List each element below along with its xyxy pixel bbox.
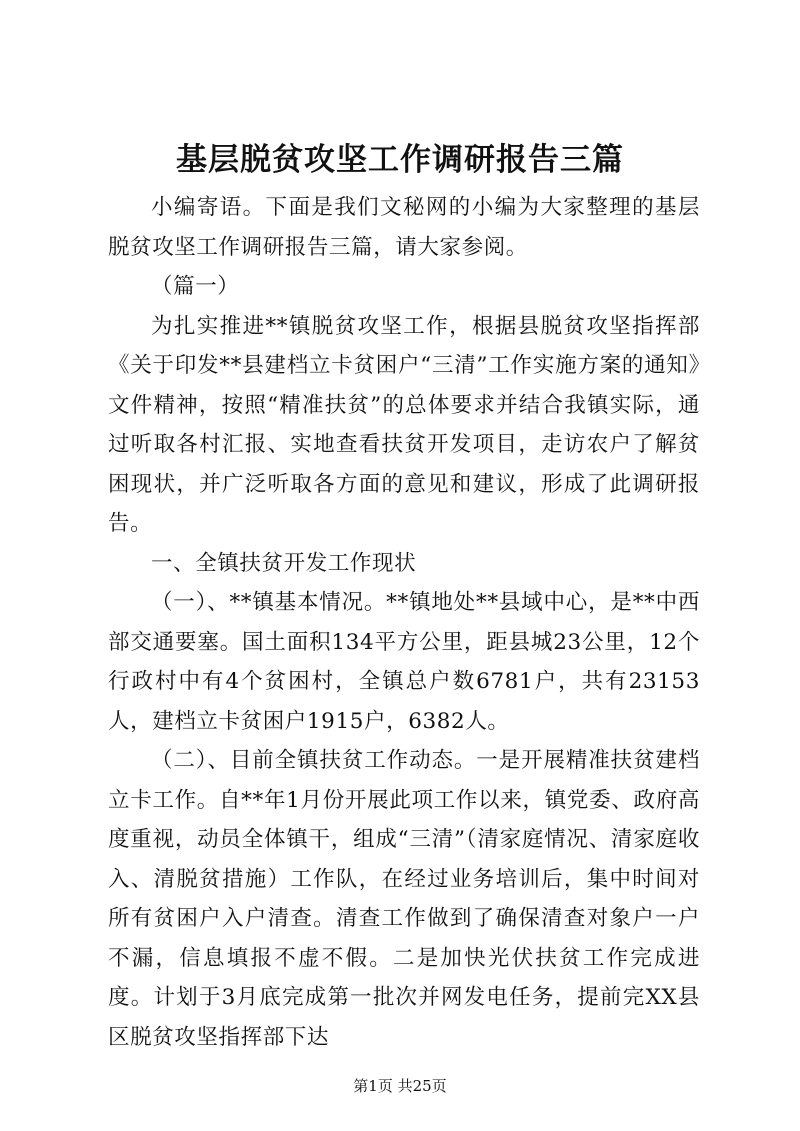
page-footer: 第1页 共25页 <box>353 1077 447 1095</box>
paragraph-intro: 小编寄语。下面是我们文秘网的小编为大家整理的基层脱贫攻坚工作调研报告三篇，请大家参阅。 <box>108 195 700 260</box>
paragraph-part-one-heading: （篇一） <box>151 274 240 299</box>
paragraph-background: 为扎实推进**镇脱贫攻坚工作，根据县脱贫攻坚指挥部《关于印发**县建档立卡贫困户“三清”工作实施方案的通知》文件精神，按照“精准扶贫”的总体要求并结合我镇实际，通过听取各村汇报、实地查看扶贫开发项目，走访农户了解贫困现状，并广泛听取各方面的意见和建议，形成了此调研报告。 <box>108 313 700 536</box>
paragraph-current-work: （二）、目前全镇扶贫工作动态。一是开展精准扶贫建档立卡工作。自**年1月份开展此项工作以来，镇党委、政府高度重视，动员全体镇干，组成“三清”（清家庭情况、清家庭收入、清脱贫措施）工作队，在经过业务培训后，集中时间对所有贫困户入户清查。清查工作做到了确保清查对象户一户不漏，信息填报不虚不假。二是加快光伏扶贫工作完成进度。计划于3月底完成第一批次并网发电任务，提前完XX县区脱贫攻坚指挥部下达 <box>108 748 700 1050</box>
section-heading-status: 一、全镇扶贫开发工作现状 <box>151 550 417 576</box>
document-body <box>108 188 700 1057</box>
paragraph-basic-info: （一）、**镇基本情况。**镇地处**县域中心，是**中西部交通要塞。国土面积134平方公里，距县城23公里，12个行政村中有4个贫困村，全镇总户数6781户，共有23153人，建档立卡贫困户1915户，6382人。 <box>108 590 700 734</box>
document-title: 基层脱贫攻坚工作调研报告三篇 <box>176 142 624 178</box>
